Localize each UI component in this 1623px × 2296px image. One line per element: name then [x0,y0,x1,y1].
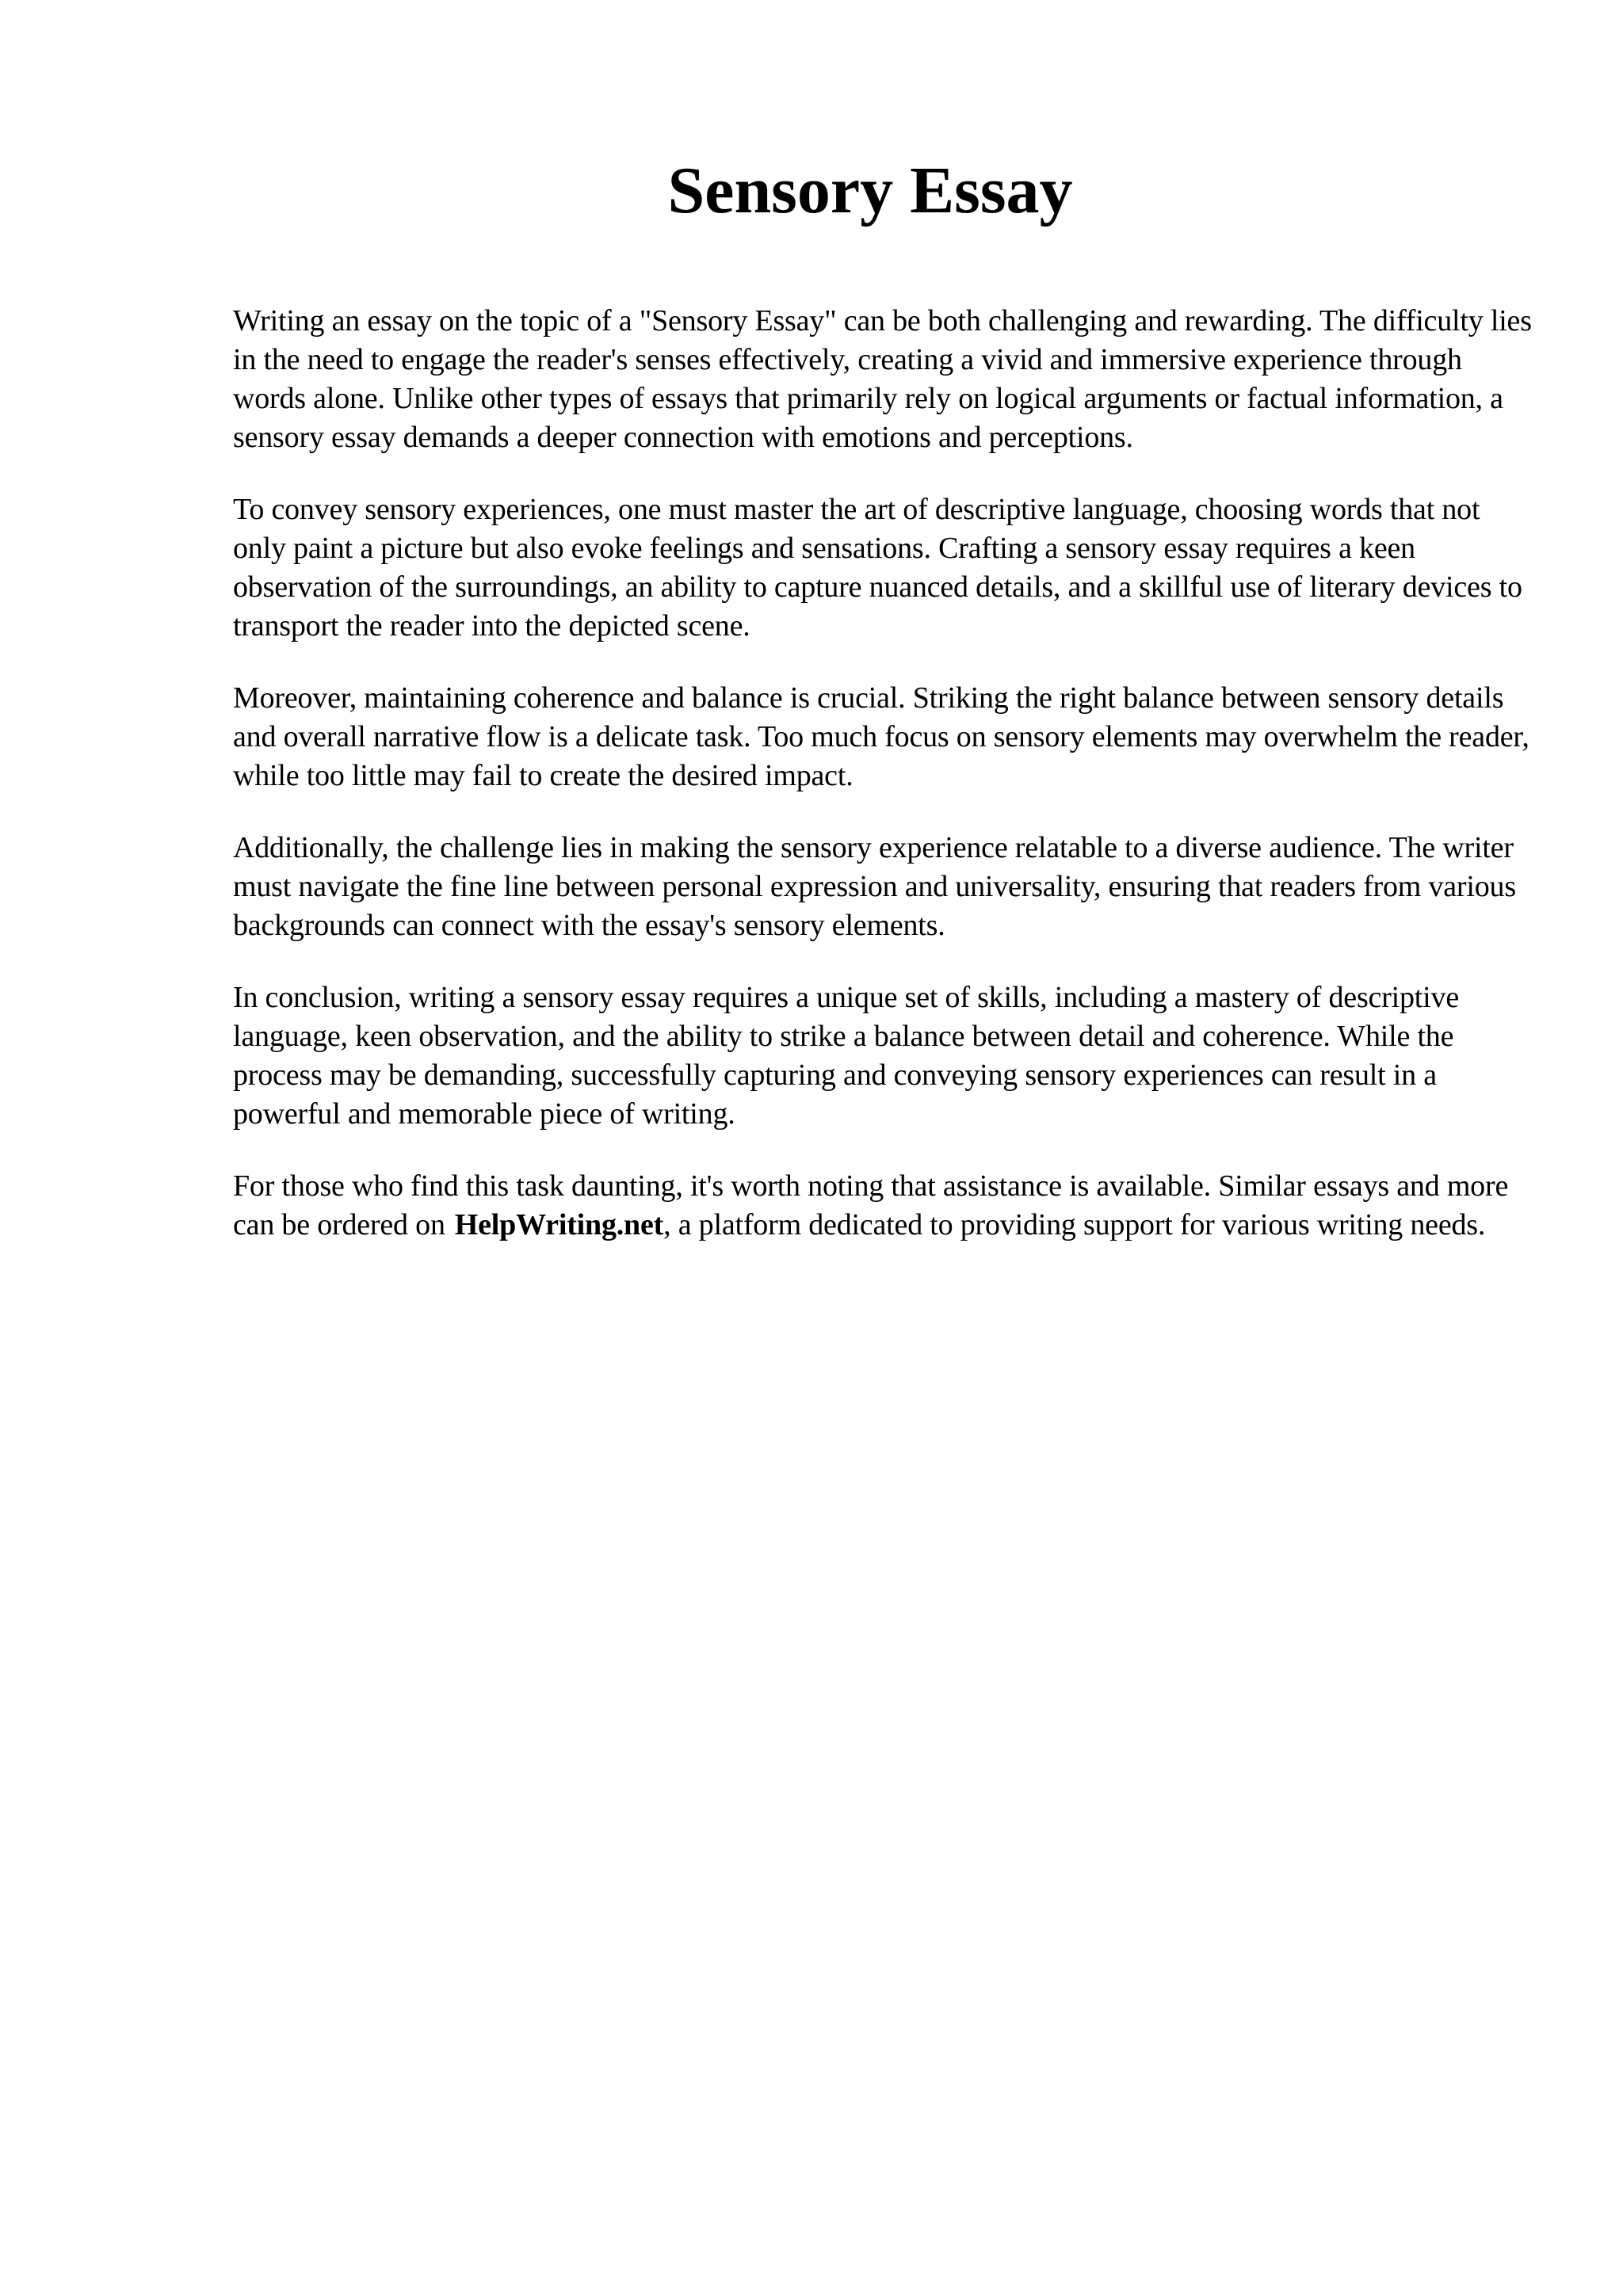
closing-text-before: For those who find this task daunting, it's worth noting that assistance is available. Similar essays and more can be ordered on [233,1169,1509,1241]
paragraph-closing [233,1167,1533,1245]
paragraph-coherence: Moreover, maintaining coherence and balance is crucial. Striking the right balance between sensory details and overall narrative flow is a delicate task. Too much focus on sensory elements may overwhelm the reader, while too little may fail to create the desired impact. [233,681,1529,792]
paragraph-intro: Writing an essay on the topic of a "Sensory Essay" can be both challenging and rewarding. The difficulty lies in the need to engage the reader's senses effectively, creating a vivid and immersive experience through words alone. Unlike other types of essays that primarily rely on logical arguments or factual information, a sensory essay demands a deeper connection with emotions and perceptions. [233,304,1532,454]
closing-text-after: , a platform dedicated to providing support for various writing needs. [663,1208,1486,1241]
paragraph-conclusion: In conclusion, writing a sensory essay requires a unique set of skills, including a mastery of descriptive language, keen observation, and the ability to strike a balance between detail and coherence. While the process may be demanding, successfully capturing and conveying sensory experiences can result in a powerful and memorable piece of writing. [233,981,1459,1131]
essay-body [233,302,1533,1278]
page-title: Sensory Essay [667,154,1073,227]
brand-name: HelpWriting.net [454,1208,664,1241]
paragraph-descriptive-language: To convey sensory experiences, one must master the art of descriptive language, choosing words that not only paint a picture but also evoke feelings and sensations. Crafting a sensory essay requires a keen observation of the surroundings, an ability to capture nuanced details, and a skillful use of literary devices to transport the reader into the depicted scene. [233,493,1522,643]
paragraph-audience: Additionally, the challenge lies in making the sensory experience relatable to a diverse audience. The writer must navigate the fine line between personal expression and universality, ensuring that readers from various backgrounds can connect with the essay's sensory elements. [233,831,1516,942]
